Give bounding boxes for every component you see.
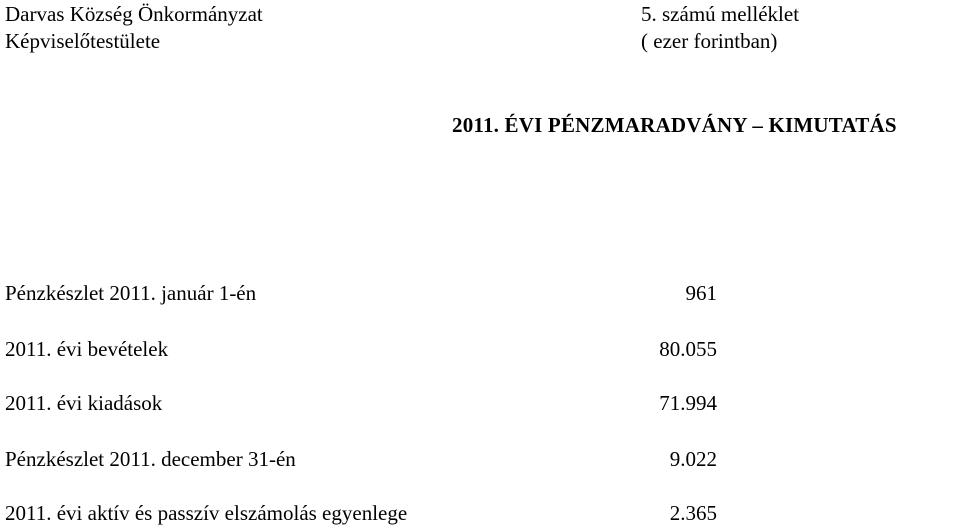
- row-label-closing-balance: Pénzkészlet 2011. december 31-én: [5, 447, 296, 471]
- row-value-opening-balance: 961: [685, 281, 717, 305]
- row-label-expenditures: 2011. évi kiadások: [5, 391, 163, 415]
- annex-number: 5. számú melléklet: [641, 2, 800, 26]
- currency-unit-note: ( ezer forintban): [641, 29, 778, 53]
- page-title: 2011. ÉVI PÉNZMARADVÁNY – KIMUTATÁS: [452, 113, 897, 137]
- row-value-closing-balance: 9.022: [669, 447, 717, 471]
- row-value-revenues: 80.055: [659, 337, 717, 361]
- municipality-name: Darvas Község Önkormányzat: [5, 2, 263, 26]
- row-value-settlement-balance: 2.365: [669, 501, 717, 525]
- row-value-expenditures: 71.994: [659, 391, 717, 415]
- row-label-opening-balance: Pénzkészlet 2011. január 1-én: [5, 281, 257, 305]
- council-name: Képviselőtestülete: [5, 29, 161, 53]
- row-label-settlement-balance: 2011. évi aktív és passzív elszámolás egyenlege: [5, 501, 408, 525]
- row-label-revenues: 2011. évi bevételek: [5, 337, 169, 361]
